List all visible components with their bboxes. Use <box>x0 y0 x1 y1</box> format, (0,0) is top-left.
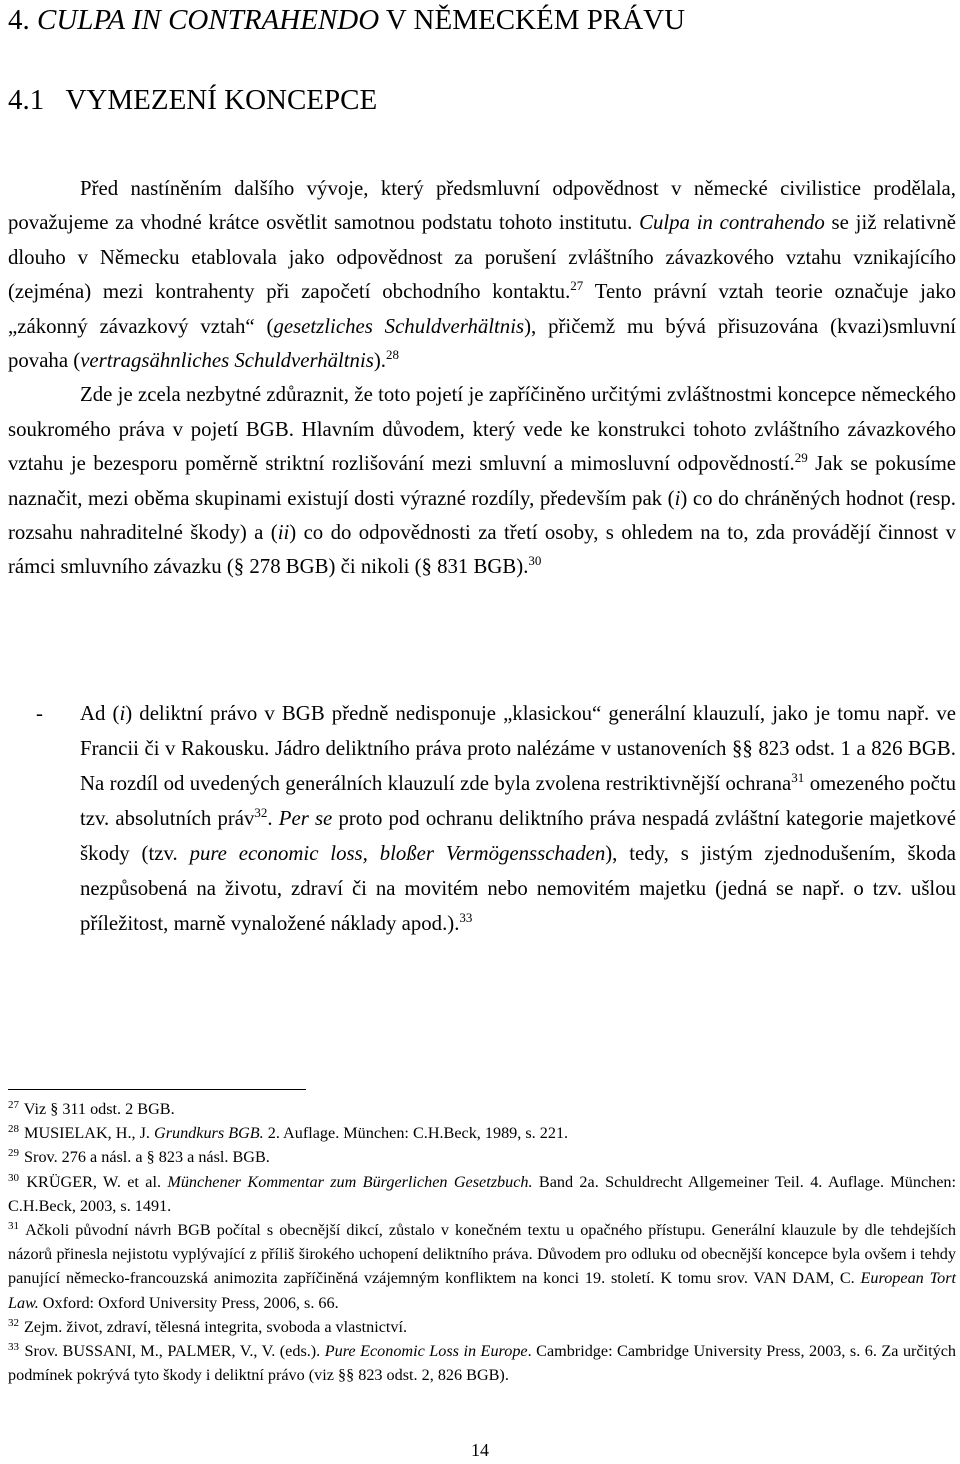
chapter-number: 4. <box>8 4 30 36</box>
footnote-text: Ačkoli původní návrh BGB počítal s obecnější dikcí, zůstalo v konečném textu u opačného přístupu. Generální klauzule by dle tehdejších názorů přinesla nejistotu vyplývající z příliš širokého uchopení deliktního práva. Důvodem pro odluku od obecnější koncepce byla ovšem i tehdy panující německo-francouzská animozita zapříčiněná vzájemným konfliktem na konci 19. století. K tomu srov. VAN DAM, C. <box>8 1221 956 1288</box>
footnote-italic: Münchener Kommentar zum Bürgerlichen Gesetzbuch. <box>167 1172 533 1191</box>
li-italic-3: pure economic loss, bloßer Vermögensschaden <box>189 842 606 865</box>
footnote-text: KRÜGER, W. et al. <box>20 1172 168 1191</box>
footnote-text: Srov. 276 a násl. a § 823 a násl. BGB. <box>20 1148 270 1167</box>
footnote-32 <box>8 1315 956 1339</box>
p2-text-3: ) co do chráněných hodnot (resp. rozsahu nahraditelné škody) a ( <box>8 486 956 545</box>
footnotes <box>8 1097 956 1387</box>
p1-text-1: Před nastíněním dalšího vývoje, který předsmluvní odpovědnost v německé civilistice prodělala, považujeme za vhodné krátce osvětlit samotnou podstatu tohoto institutu. <box>8 177 956 235</box>
chapter-title-italic: CULPA IN CONTRAHENDO <box>37 4 380 36</box>
p2-italic-2: ii <box>277 521 290 545</box>
paragraph-1 <box>8 172 956 378</box>
footnote-ref-29[interactable]: 29 <box>794 450 808 466</box>
body-text <box>8 172 956 585</box>
li-text-1: Ad ( <box>80 702 120 725</box>
p1-text-2: se již relativně dlouho v Německu etablovala jako odpovědnost za porušení zvláštního závazkového vztahu vznikajícího (zejména) mezi kontrahenty při započetí obchodního kontaktu. <box>8 211 956 304</box>
li-text-2: ) deliktní právo v BGB předně nedisponuje „klasickou“ generální klauzulí, jako je tomu např. ve Francii či v Rakousku. Jádro deliktního práva proto nalézáme v ustanoveních §§ 823 odst. 1 a 826 BGB. Na rozdíl od uvedených generálních klauzulí zde byla zvolena restriktivnější ochrana <box>80 702 957 795</box>
p2-text-4: ) co do odpovědnosti za třetí osoby, s ohledem na to, zda provádějí činnost v rámci smluvního závazku (§ 278 BGB) či nikoli (§ 831 BGB). <box>8 521 956 579</box>
footnote-30 <box>8 1170 956 1218</box>
li-italic-1: i <box>119 702 126 725</box>
footnote-ref-28[interactable]: 28 <box>385 347 399 363</box>
li-text-3: omezeného počtu tzv. absolutních práv <box>80 772 957 830</box>
chapter-heading <box>8 0 685 40</box>
footnote-31 <box>8 1218 956 1315</box>
footnote-text: Zejm. život, zdraví, tělesná integrita, svoboda a vlastnictví. <box>20 1317 408 1336</box>
li-text-4: . <box>267 807 279 830</box>
p1-italic-1: Culpa in contrahendo <box>639 211 825 235</box>
footnote-text: Srov. BUSSANI, M., PALMER, V., V. (eds.). <box>20 1342 325 1361</box>
footnote-italic: Grundkurs BGB. <box>154 1124 264 1143</box>
footnote-ref-33[interactable]: 33 <box>459 910 473 925</box>
footnote-text: Viz § 311 odst. 2 BGB. <box>20 1100 175 1118</box>
footnote-italic: Pure Economic Loss in Europe <box>324 1342 528 1361</box>
list-item <box>80 696 956 941</box>
footnote-27 <box>8 1097 956 1121</box>
footnote-text: Band 2a. Schuldrecht Allgemeiner Teil. 4. Auflage. München: C.H.Beck, 2003, s. 1491. <box>8 1172 956 1215</box>
footnote-ref-31[interactable]: 31 <box>791 770 805 785</box>
footnote-28 <box>8 1121 956 1145</box>
p1-text-4: ), přičemž mu bývá přisuzována (kvazi)smluvní povaha ( <box>8 314 956 373</box>
paragraph-2 <box>8 378 956 584</box>
li-italic-2: Per se <box>278 807 333 830</box>
p1-text-5: ). <box>373 349 386 373</box>
footnote-text: MUSIELAK, H., J. <box>20 1124 154 1143</box>
page-number: 14 <box>471 1440 489 1460</box>
footnote-number: 32 <box>8 1316 19 1329</box>
li-text-6: ), tedy, s jistým zjednodušením, škoda nezpůsobená na životu, zdraví či na movitém nebo nemovitém majetku (jedná se např. o tzv. ušlou příležitost, marně vynaložené náklady apod.). <box>80 842 956 935</box>
list-dash: - <box>36 702 43 725</box>
footnote-number: 27 <box>8 1099 19 1111</box>
footnote-text: . Cambridge: Cambridge University Press, 2003, s. 6. Za určitých podmínek pokrývá tyto škody i deliktní právo (viz §§ 823 odst. 2, 826 BGB). <box>8 1342 956 1385</box>
footnote-29 <box>8 1145 956 1169</box>
footnote-ref-30[interactable]: 30 <box>528 553 542 569</box>
footnote-separator <box>8 1089 306 1090</box>
footnote-text: 2. Auflage. München: C.H.Beck, 1989, s. 221. <box>263 1124 569 1143</box>
p1-italic-2: gesetzliches Schuldverhältnis <box>273 314 525 338</box>
footnote-number: 30 <box>8 1171 19 1184</box>
p1-italic-3: vertragsähnliches Schuldverhältnis <box>80 349 374 373</box>
footnote-ref-27[interactable]: 27 <box>570 278 584 294</box>
footnote-number: 31 <box>8 1220 19 1233</box>
p2-text-2: Jak se pokusíme naznačit, mezi oběma skupinami existují dosti výrazné rozdíly, především pak ( <box>8 452 956 510</box>
p1-text-3: Tento právní vztah teorie označuje jako „zákonný závazkový vztah“ ( <box>8 280 956 338</box>
footnote-number: 29 <box>8 1147 19 1160</box>
footnote-text: Oxford: Oxford University Press, 2006, s. 66. <box>38 1293 339 1312</box>
p2-text-1: Zde je zcela nezbytné zdůraznit, že toto pojetí je zapříčiněno určitými zvláštnostmi koncepce německého soukromého práva v pojetí BGB. Hlavním důvodem, který vede ke konstrukci tohoto zvláštního závazkového vztahu je bezesporu poměrně striktní rozlišování mezi smluvní a mimosluvní odpovědností. <box>8 383 956 476</box>
footnote-italic: European Tort Law. <box>8 1269 956 1312</box>
footnote-number: 33 <box>8 1341 19 1354</box>
li-text-5: proto pod ochranu deliktního práva nespadá zvláštní kategorie majetkové škody (tzv. <box>80 807 956 865</box>
bullet-list <box>8 696 956 941</box>
footnote-ref-32[interactable]: 32 <box>254 805 268 820</box>
footnote-number: 28 <box>8 1123 19 1136</box>
chapter-title-rest: V NĚMECKÉM PRÁVU <box>379 4 686 36</box>
p2-italic-1: i <box>674 486 681 510</box>
footnote-33 <box>8 1339 956 1387</box>
section-heading: 4.1 VYMEZENÍ KONCEPCE <box>8 84 378 116</box>
